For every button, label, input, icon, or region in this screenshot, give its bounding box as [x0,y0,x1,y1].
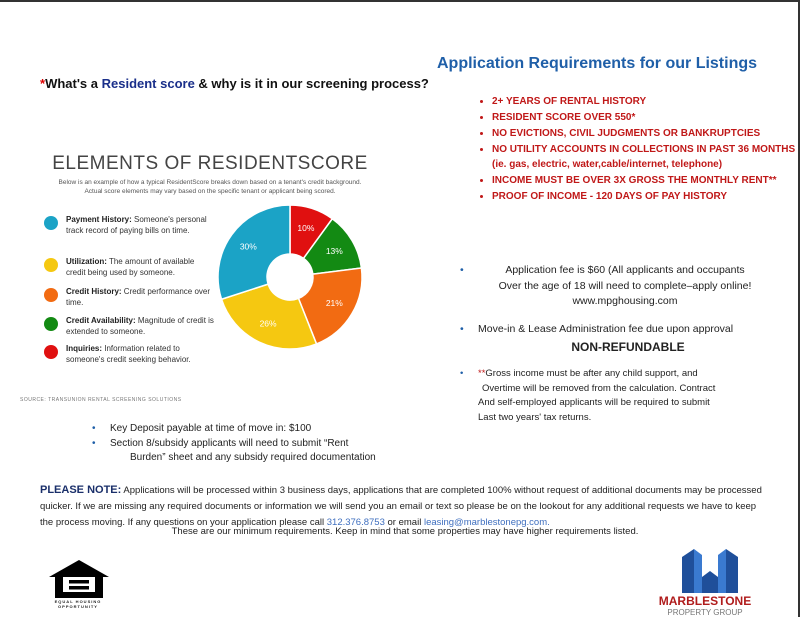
requirements-title: Application Requirements for our Listings [437,55,758,72]
requirements-list [480,94,800,205]
legend-term: Utilization: [66,257,107,266]
fee-line: Application fee is $60 (All applicants and occupants [505,264,745,276]
asterisk: * [40,76,46,91]
source-caption: SOURCE: TRANSUNION RENTAL SCREENING SOLUTIONS [20,397,182,403]
donut-slice-label: 30% [239,241,257,252]
donut-slice-label: 21% [325,298,343,309]
please-note [40,482,770,531]
bullet: • [460,323,464,335]
infographic-title: ELEMENTS OF RESIDENTSCORE [52,153,368,174]
website-link[interactable]: www.mpghousing.com [572,295,678,307]
application-fee [460,263,775,310]
subtitle-line: Below is an example of how a typical ResidentScore breaks down based on a tenant's credit background. [58,179,362,186]
note-label: PLEASE NOTE: [40,484,122,496]
bullet: • [92,437,96,449]
equal-housing-logo-icon [48,559,110,599]
question-pre: What's a [45,76,102,91]
legend-item [44,286,214,308]
company-subtitle: PROPERTY GROUP [667,608,743,617]
bullet: • [92,423,96,434]
requirement-item: • PROOF OF INCOME - 120 DAYS OF PAY HISTORY [492,189,800,204]
company-name: MARBLESTONE [658,594,752,608]
legend-dot [44,345,58,359]
gross-line: Gross income must be after any child support, and [485,368,698,379]
donut-slice-label: 26% [259,318,277,329]
fee-line: Over the age of 18 will need to complete–apply online! [498,279,752,292]
note-text: or email [384,517,424,528]
legend-dot [44,258,58,272]
legend-term: Credit History: [66,287,122,296]
bullet: • [460,264,464,276]
move-in-fee [460,322,778,355]
resident-score-question [40,76,429,91]
donut-slice-label: 10% [297,223,315,234]
question-highlight: Resident score [101,76,195,91]
legend-desc: Information related to someone's credit seeking behavior. [66,344,191,364]
gross-line: And self-employed applicants will be required to submit [478,397,710,408]
requirement-item: • INCOME MUST BE OVER 3X GROSS THE MONTHLY RENT** [492,173,800,188]
non-refundable-label: NON-REFUNDABLE [571,339,685,354]
gross-income-note [460,367,758,425]
key-deposit: Key Deposit payable at time of move in: $100 [110,423,312,434]
phone-link[interactable]: 312.376.8753 [326,517,385,528]
legend-desc: Someone's personal track record of paying bills on time. [66,215,207,235]
legend-item [44,315,214,337]
equal-housing-text: EQUAL HOUSING OPPORTUNITY [54,599,102,609]
section8-note-cont: Burden” sheet and any subsidy required documentation [130,452,376,463]
marblestone-building-logo-icon [680,547,740,593]
legend-dot [44,317,58,331]
resident-score-donut-chart [210,197,370,357]
legend-dot [44,216,58,230]
legend-desc: Magnitude of credit is extended to someone. [66,316,214,336]
requirement-item: • NO UTILITY ACCOUNTS IN COLLECTIONS IN PAST 36 MONTHS (ie. gas, electric, water,cable/internet, telephone) [492,142,800,172]
email-link[interactable]: leasing@marblestonepg.com. [423,517,550,528]
legend-term: Inquiries: [66,344,103,353]
gross-line: Overtime will be removed from the calculation. Contract [482,382,716,394]
question-post: & why is it in our screening process? [194,76,429,91]
movein-line: Move-in & Lease Administration fee due upon approval [478,323,734,335]
requirement-item: • RESIDENT SCORE OVER 550* [492,110,800,125]
legend-item [44,214,214,236]
requirement-item: • 2+ YEARS OF RENTAL HISTORY [492,94,800,109]
requirement-item: • NO EVICTIONS, CIVIL JUDGMENTS OR BANKRUPTCIES [492,126,800,141]
minimum-requirements-note: These are our minimum requirements. Keep in mind that some properties may have higher requirements listed. [171,526,639,537]
legend-term: Payment History: [66,215,132,224]
section8-note: Section 8/subsidy applicants will need to submit “Rent [110,437,349,449]
note-text: Applications will be processed within 3 business days, applications that are completed 100% without request of additional documents may be processed quicker. If we are missing any required documents or information we will send you an email or text so please be on the lookout for any additional requests we have to keep the process moving. If any questions on your application please call [40,485,762,528]
infographic-subtitle [20,178,400,196]
legend-item [44,256,214,278]
donut-slice-label: 13% [325,245,343,256]
legend-desc: Credit performance over time. [66,287,211,307]
bullet: • [460,368,464,379]
gross-line: Last two years' tax returns. [478,411,592,423]
deposit-notes [92,422,440,466]
subtitle-line: Actual score elements may vary based on the specific tenant or applicant being scored. [84,188,336,195]
legend-item [44,343,214,365]
legend-desc: The amount of available credit being used by someone. [66,257,195,277]
legend-term: Credit Availability: [66,316,136,325]
legend-dot [44,288,58,302]
double-asterisk: ** [478,368,486,379]
donut-slice-payment-history [218,205,290,299]
